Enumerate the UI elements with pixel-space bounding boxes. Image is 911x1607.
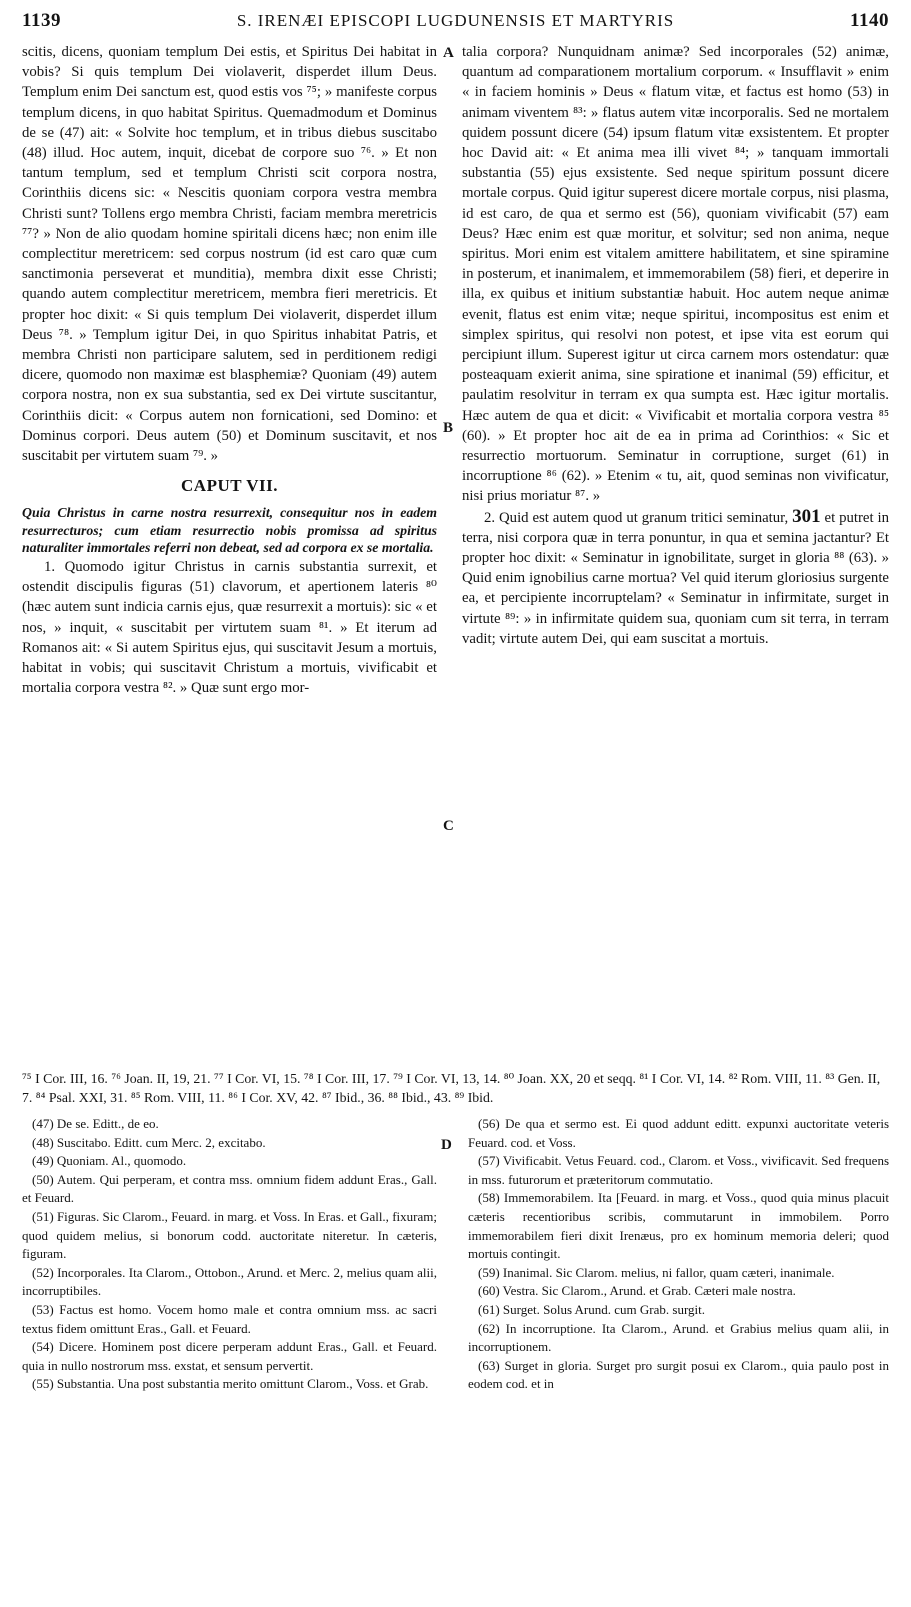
footnote: (58) Immemorabilem. Ita [Feuard. in marg. et Voss., quod quia minus placuit cæteris recentioribus scribis, commutarunt in immobilem. Porro immemorabilem fieri dixit Irenæus, pro ex hominum memoria deleri; quod mortuis contingit. bbox=[468, 1190, 889, 1262]
footnote: (55) Substantia. Una post substantia merito omittunt Clarom., Voss. et Grab. bbox=[32, 1376, 429, 1392]
chapter-title: CAPUT VII. bbox=[181, 476, 278, 496]
right-paragraph-1: talia corpora? Nunquidnam animæ? Sed incorporales (52) animæ, quantum ad comparationem mortalium corporum. « Insufflavit » enim « in faciem hominis » Deus « flatum vitæ, et factus est homo (53) in animam viventem ⁸³: » flatus autem vitæ incorporalis. Sed ne mortalem quidem possunt dicere (54) ipsum flatum vitæ exsistentem. Et propter hoc David ait: « Et anima mea illi vivet ⁸⁴; » tanquam immortali substantia (55) ejus exsistente. Sed neque spiritum possunt dicere mortale corpus. Quid igitur superest dicere mortale corpus, nisi plasma, id est caro, de qua et sermo est (56), quoniam vivificabit (57) eam Deus? Hæc enim est quæ moritur, et solvitur; sed non anima, neque spiritus. Mori enim est vitalem amittere habilitatem, et sine spiramine in posterum, et inanimalem, et immemorabilem (58) fieri, et deperire in illa, ex quibus et initium substantiæ habuit. Hoc autem neque animæ evenit, flatus est enim vitæ; neque spiritui, incompositus est enim et simplex spiritus, qui resolvi non potest, et ipse vita est eorum qui percipiunt illum. Superest igitur ut circa carnem mors ostendatur: quæ posteaquam exierit anima, sine spiratione et inanimal (59) efficitur, et paulatim resolvitur in terram ex qua sumpta est. Hæc igitur mortalis. Hæc autem de qua et dicit: « Vivificabit et mortalia corpora vestra ⁸⁵ (60). » Et propter hoc ait de ea in prima ad Corinthios: « Sic et resurrectio mortuorum. Seminatur in corruptione, surget (61) in incorruptione ⁸⁶ (62). » Etenim « tu, ait, quod seminas non vivificatur, nisi prius moriatur ⁸⁷. » bbox=[462, 44, 889, 505]
notes-left-column bbox=[22, 1115, 437, 1394]
footnote: (49) Quoniam. Al., quomodo. bbox=[32, 1153, 187, 1169]
page-header bbox=[22, 10, 889, 38]
right-paragraph-2 bbox=[462, 507, 889, 649]
footnote: (52) Incorporales. Ita Clarom., Ottobon., Arund. et Merc. 2, melius quam alii, incorruptibiles. bbox=[22, 1264, 437, 1299]
footnote: (63) Surget in gloria. Surget pro surgit posui ex Clarom., quia paulo post in eodem cod. et in bbox=[468, 1357, 889, 1392]
footnote: (47) De se. Editt., de eo. bbox=[32, 1116, 159, 1131]
notes-right-column bbox=[468, 1115, 889, 1394]
footnote: (54) Dicere. Hominem post dicere perperam addunt Eras., Gall. et Feuard. quia in nullo nostrorum mss. exstat, et sensum pervertit. bbox=[22, 1339, 437, 1373]
right-paragraph-2-rest: et putret in terra, nisi corpora quæ in terra ponuntur, in qua et semina jactantur? Et propter hoc dixit: « Seminatur in ignobilitate, surget in gloria ⁸⁸ (63). » Quid enim ignobilius carne mortua? Vel quid iterum gloriosius surgente ea, et percipiente incorruptelam? « Seminatur in infirmitate, surget in virtute ⁸⁹: » in infirmitate quidem sua, quoniam cum sit terra, in terram vadit; virtute autem Dei, qui eam suscitat a mortuis. bbox=[462, 509, 889, 647]
left-paragraph-2: 1. Quomodo igitur Christus in carnis substantia surrexit, et ostendit discipulis figuras (51) clavorum, et apertionem lateris ⁸⁰ (hæc autem sunt indicia carnis ejus, quæ resurrexit a mortuis): sic « et nos, » inquit, « suscitabit per virtutem suam ⁸¹. » Et iterum ad Romanos ait: « Si autem Spiritus ejus, qui suscitavit Jesum a mortuis, habitat in vobis; qui suscitavit Christum a mortuis, vivificabit et mortalia corpora vestra ⁸². » Quæ sunt ergo mor- bbox=[22, 558, 437, 697]
page-number-right: 1140 bbox=[850, 10, 889, 31]
chapter-summary: Quia Christus in carne nostra resurrexit, consequitur nos in eadem resurrecturos; cum etiam resurrectio nobis promissa ad spiritus naturaliter immortales referri non debeat, sed ad corpora ex se mortalia. bbox=[22, 505, 437, 556]
footnote: (50) Autem. Qui perperam, et contra mss. omnium fidem addunt Eras., Gall. et Feuard. bbox=[22, 1171, 437, 1206]
footnote: (51) Figuras. Sic Clarom., Feuard. in marg. et Voss. In Eras. et Gall., fixuram; quod quidem melius, si bonorum codd. auctoritate niteretur. In cæteris, figuram. bbox=[22, 1208, 437, 1262]
footnote: (59) Inanimal. Sic Clarom. melius, ni fallor, quam cæteri, inanimale. bbox=[478, 1264, 835, 1280]
margin-letter-b: B bbox=[443, 420, 454, 436]
margin-letter-c: C bbox=[443, 818, 454, 834]
footnote: (48) Suscitabo. Editt. cum Merc. 2, excitabo. bbox=[32, 1134, 266, 1150]
margin-letter-a: A bbox=[443, 45, 454, 61]
scripture-references: ⁷⁵ I Cor. III, 16. ⁷⁶ Joan. II, 19, 21. ⁷⁷ I Cor. VI, 15. ⁷⁸ I Cor. III, 17. ⁷⁹ I Cor. VI, 13, 14. ⁸⁰ Joan. XX, 20 et seqq. ⁸¹ I Cor. VI, 14. ⁸² Rom. VIII, 11. ⁸³ Gen. II, 7. ⁸⁴ Psal. XXI, 31. ⁸⁵ Rom. VIII, 11. ⁸⁶ I Cor. XV, 42. ⁸⁷ Ibid., 36. ⁸⁸ Ibid., 43. ⁸⁹ Ibid. bbox=[22, 1071, 881, 1105]
left-paragraph-1: scitis, dicens, quoniam templum Dei estis, et Spiritus Dei habitat in vobis? Si quis templum Dei violaverit, disperdet illum Deus. Templum enim Dei sanctum est, quod estis vos ⁷⁵; » manifeste corpus templum dicens, in quo habitat Spiritus. Quemadmodum et Dominus de se (47) ait: « Solvite hoc templum, et in tribus diebus suscitabo (48) illud. Hoc autem, inquit, dicebat de corpore suo ⁷⁶. » Et non tantum templum, sed et templum Christi scit corpora nostra, Corinthiis dicens sic: « Nescitis quoniam corpora vestra membra Christi sunt? Tollens ergo membra Christi, faciam membra meretricis ⁷⁷? » Non de alio quodam homine spiritali dicens hæc; non enim ille complectitur meretricem: sed corpus nostrum (id est caro quæ cum sanctimonia perseverat et munditia), membra dixit esse Christi; quando autem complectitur meretricem, membra fieri meretricis. Et propter hoc dixit: « Si quis templum Dei violaverit, disperdet illum Deus ⁷⁸. » Templum igitur Dei, in quo Spiritus inhabitat Patris, et membra Christi non participare salutem, sed in perditionem redigi dicere, quomodo non maximæ est blasphemiæ? Quoniam (49) autem corpora nostra, non ex sua substantia, sed ex Dei virtute suscitantur, Corinthiis dicit: « Corpus autem non fornicationi, sed Domino: et Dominus corpori. Deus autem (50) et Dominum suscitavit, et nos suscitabit per virtutem suam ⁷⁹. » bbox=[22, 44, 437, 465]
footnote: (56) De qua et sermo est. Ei quod addunt editt. expunxi auctoritate veteris Feuard. cod. et Voss. bbox=[468, 1116, 889, 1150]
folio-number: 301 bbox=[792, 505, 821, 527]
footnote: (57) Vivificabit. Vetus Feuard. cod., Clarom. et Voss., vivificavit. Sed frequens in mss. futurorum et præteritorum commutatio. bbox=[468, 1153, 889, 1187]
footnote: (61) Surget. Solus Arund. cum Grab. surgit. bbox=[478, 1301, 706, 1317]
right-text-column bbox=[462, 42, 889, 649]
footnote: (53) Factus est homo. Vocem homo male et contra omnium mss. ac sacri textus fidem omittunt Eras., Gall. et Feuard. bbox=[22, 1301, 437, 1336]
margin-letter-d: D bbox=[441, 1137, 452, 1153]
footnote: (60) Vestra. Sic Clarom., Arund. et Grab. Cæteri male nostra. bbox=[478, 1283, 796, 1299]
left-text-column bbox=[22, 42, 437, 698]
right-paragraph-2-start: 2. Quid est autem quod ut granum tritici seminatur, bbox=[484, 509, 789, 526]
running-title: S. IRENÆI EPISCOPI LUGDUNENSIS ET MARTYRIS bbox=[236, 11, 675, 30]
footnote: (62) In incorruptione. Ita Clarom., Arund. et Grabius melius quam alii, in incorruptionem. bbox=[468, 1320, 889, 1355]
page-number-left: 1139 bbox=[22, 10, 61, 31]
